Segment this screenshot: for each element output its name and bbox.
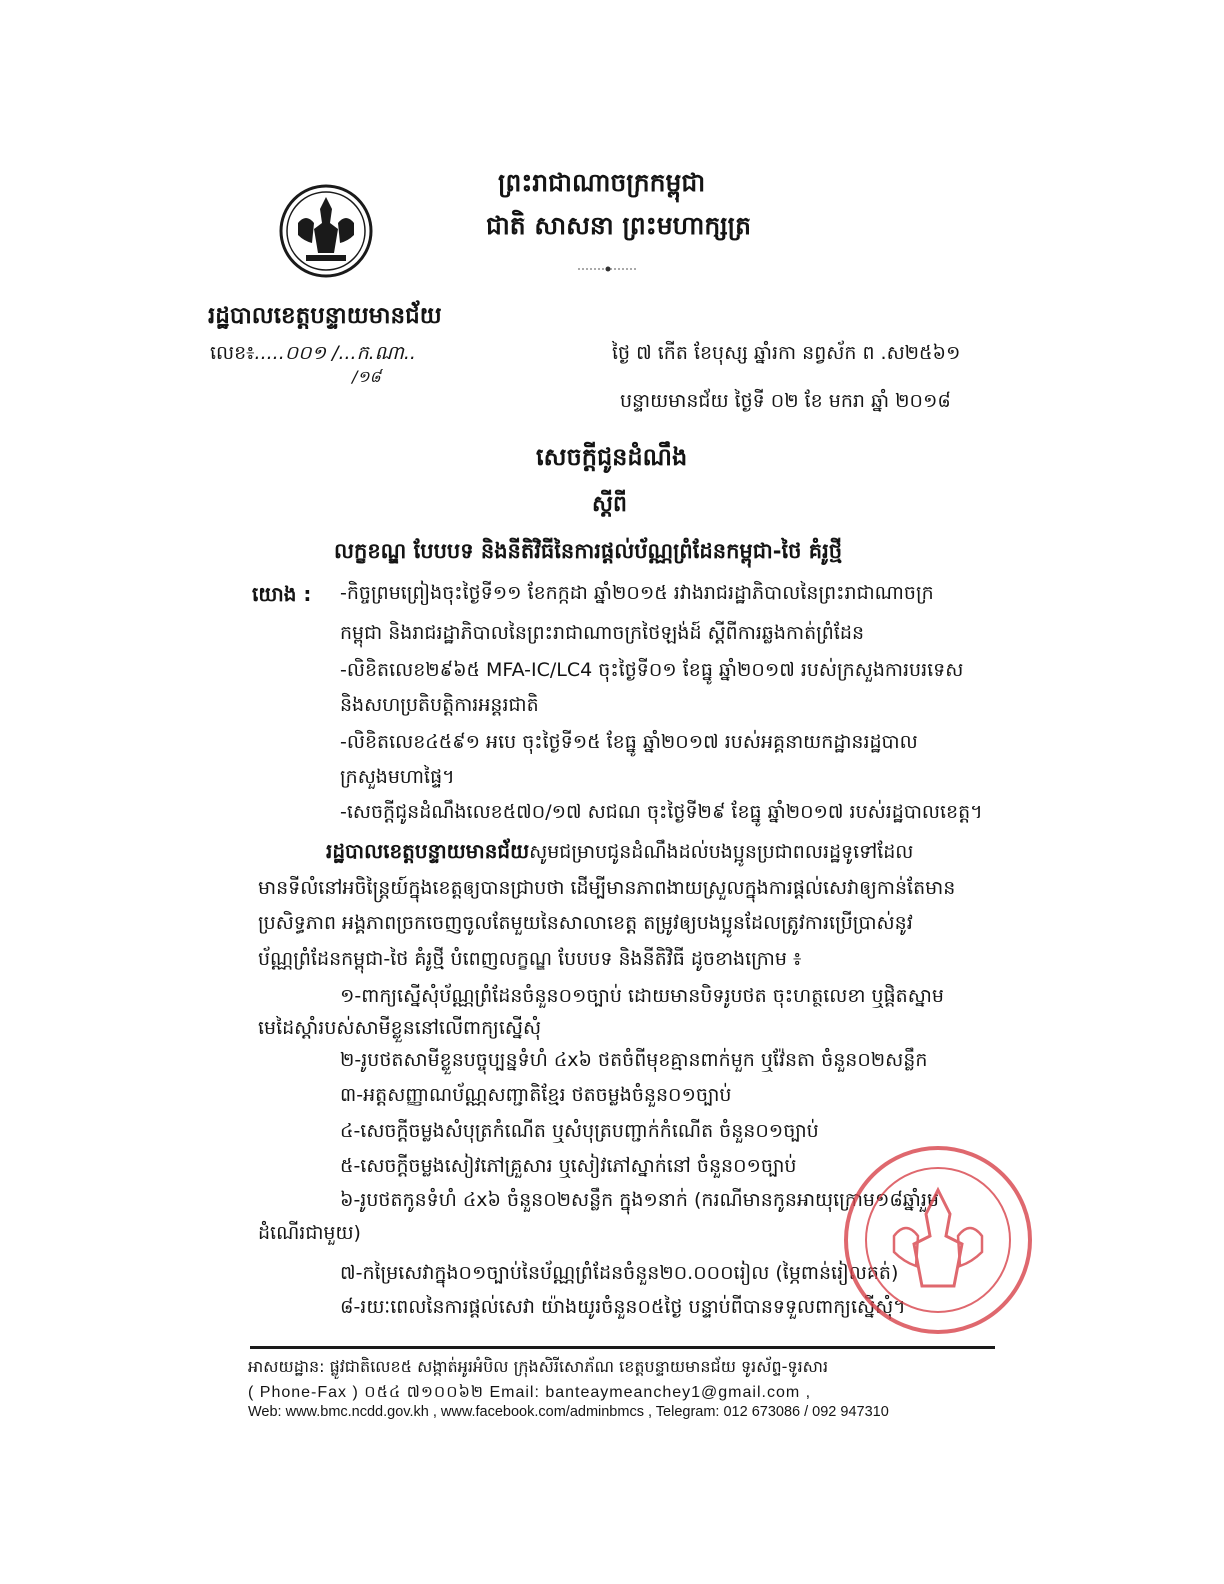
national-motto: ជាតិ សាសនា ព្រះមហាក្សត្រ: [486, 211, 751, 240]
requirement-item: ៦-រូបថតកូនទំហំ ៤x៦ ចំនួន០២សន្លឹក ក្នុង១នាក់ (ករណីមានកូនអាយុក្រោម១៨ឆ្នាំរួម: [340, 1189, 939, 1211]
document-title: សេចក្តីជូនដំណឹង: [536, 443, 688, 471]
body-line: ប័ណ្ណព្រំដែនកម្ពុជា-ថៃ គំរូថ្មី បំពេញលក្ខណ្ឌ បែបបទ និងនីតិវិធី ដូចខាងក្រោម ៖: [258, 948, 802, 970]
reference-item: -លិខិតលេខ២៩៦៥ MFA-IC/LC4 ចុះថ្ងៃទី០១ ខែធ្នូ ឆ្នាំ២០១៧ របស់ក្រសួងការបរទេស: [340, 659, 964, 681]
reference-label: លេខ៖: [210, 342, 255, 364]
reference-item: ក្រសួងមហាផ្ទៃ។: [340, 766, 455, 788]
about-label: ស្តីពី: [592, 492, 627, 517]
requirement-item-cont: មេដៃស្តាំរបស់សាមីខ្លួននៅលើពាក្យស្នើសុំ: [258, 1017, 542, 1039]
requirement-item: ៤-សេចក្តីចម្លងសំបុត្រកំណើត ឬសំបុត្របញ្ជាក់កំណើត ចំនួន០១ច្បាប់: [340, 1120, 819, 1142]
reference-suffix: /១៨: [352, 367, 381, 386]
reference-number: [210, 342, 416, 365]
footer-web: Web: www.bmc.ncdd.gov.kh , www.facebook.com/adminbmcs , Telegram: 012 673086 / 092 947310: [248, 1404, 889, 1420]
reference-section-label: យោង :: [252, 582, 312, 606]
kingdom-title: ព្រះរាជាណាចក្រកម្ពុជា: [498, 168, 706, 197]
reference-item: កម្ពុជា និងរាជរដ្ឋាភិបាលនៃព្រះរាជាណាចក្រថៃឡង់ដ៍ ស្តីពីការឆ្លងកាត់ព្រំដែន: [340, 622, 865, 644]
body-lead-office: រដ្ឋបាលខេត្តបន្ទាយមានជ័យ: [326, 839, 530, 863]
reference-item: -លិខិតលេខ៤៥៩១ អបេ ចុះថ្ងៃទី១៥ ខែធ្នូ ឆ្នាំ២០១៧ របស់អគ្គនាយកដ្ឋានរដ្ឋបាល: [340, 731, 918, 753]
reference-item: និងសហប្រតិបត្តិការអន្តរជាតិ: [340, 694, 539, 716]
ministry-emblem-icon: [278, 183, 374, 279]
reference-item: -កិច្ចព្រមព្រៀងចុះថ្ងៃទី១១ ខែកក្កដា ឆ្នាំ២០១៥ រវាងរាជរដ្ឋាភិបាលនៃព្រះរាជាណាចក្រ: [340, 582, 934, 604]
body-lead: [326, 839, 913, 864]
lunar-date: ថ្ងៃ ៧ កើត ខែបុស្ស ឆ្នាំរកា នព្វស័ក ព .ស២៥៦១: [612, 342, 961, 364]
body-line: មានទីលំនៅអចិន្ត្រៃយ៍ក្នុងខេត្តឲ្យបានជ្រាបថា ដើម្បីមានភាពងាយស្រួលក្នុងការផ្តល់សេវាឲ្យកាន់តែមាន: [258, 877, 956, 899]
official-stamp-icon: [838, 1140, 1038, 1340]
requirement-item: ៥-សេចក្តីចម្លងសៀវភៅគ្រួសារ ឬសៀវភៅស្នាក់នៅ ចំនួន០១ច្បាប់: [340, 1155, 797, 1177]
requirement-item: ២-រូបថតសាមីខ្លួនបច្ចុប្បន្នទំហំ ៤x៦ ថតចំពីមុខគ្មានពាក់មួក ឬវ៉ែនតា ចំនួន០២សន្លឹក: [340, 1049, 928, 1071]
reference-value: .....០០១ /...ក.ណា..: [254, 342, 416, 364]
footer-divider: [250, 1346, 995, 1349]
footer-contact: ( Phone-Fax ) ០៥៤ ៧១០០៦២ Email: banteaymeanchey1@gmail.com ,: [248, 1384, 812, 1401]
requirement-item: ១-ពាក្យស្នើសុំប័ណ្ណព្រំដែនចំនួន០១ច្បាប់ ដោយមានបិទរូបថត ចុះហត្ថលេខា ឬផ្តិតស្នាម: [340, 985, 944, 1007]
office-name: រដ្ឋបាលខេត្តបន្ទាយមានជ័យ: [208, 303, 442, 329]
solar-date: បន្ទាយមានជ័យ ថ្ងៃទី ០២ ខែ មករា ឆ្នាំ ២០១៨: [620, 390, 951, 412]
subject-line: លក្ខខណ្ឌ បែបបទ និងនីតិវិធីនៃការផ្តល់ប័ណ្ណព្រំដែនកម្ពុជា-ថៃ គំរូថ្មី: [334, 539, 843, 563]
requirement-item-cont: ដំណើរជាមួយ): [258, 1222, 361, 1244]
requirement-item: ៣-អត្តសញ្ញាណប័ណ្ណសញ្ជាតិខ្មែរ ថតចម្លងចំនួន០១ច្បាប់: [340, 1084, 732, 1106]
requirement-item: ៨-រយៈពេលនៃការផ្តល់សេវា យ៉ាងយូរចំនួន០៥ថ្ងៃ បន្ទាប់ពីបានទទួលពាក្យស្នើសុំ។: [340, 1296, 906, 1318]
body-line: ប្រសិទ្ធភាព អង្គភាពច្រកចេញចូលតែមួយនៃសាលាខេត្ត តម្រូវឲ្យបងប្អូនដែលត្រូវការប្រើប្រាស់នូវ: [258, 912, 913, 934]
reference-item: -សេចក្តីជូនដំណឹងលេខ៥៧០/១៧ សជណ ចុះថ្ងៃទី២៩ ខែធ្នូ ឆ្នាំ២០១៧ របស់រដ្ឋបាលខេត្ត។: [340, 801, 983, 823]
footer-address: អាសយដ្ឋាន: ផ្លូវជាតិលេខ៥ សង្កាត់អូរអំបិល ក្រុងសិរីសោភ័ណ ខេត្តបន្ទាយមានជ័យ ទូរស័ព្ទ-ទូរសារ: [248, 1357, 829, 1376]
body-lead-text: សូមជម្រាបជូនដំណឹងដល់បងប្អូនប្រជាពលរដ្ឋទូទៅដែល: [529, 841, 914, 863]
ornament-divider-icon: [578, 265, 638, 273]
requirement-item: ៧-កម្រៃសេវាក្នុង០១ច្បាប់នៃប័ណ្ណព្រំដែនចំនួន២០.០០០រៀល (ម្ភៃពាន់រៀលគត់): [340, 1262, 899, 1284]
